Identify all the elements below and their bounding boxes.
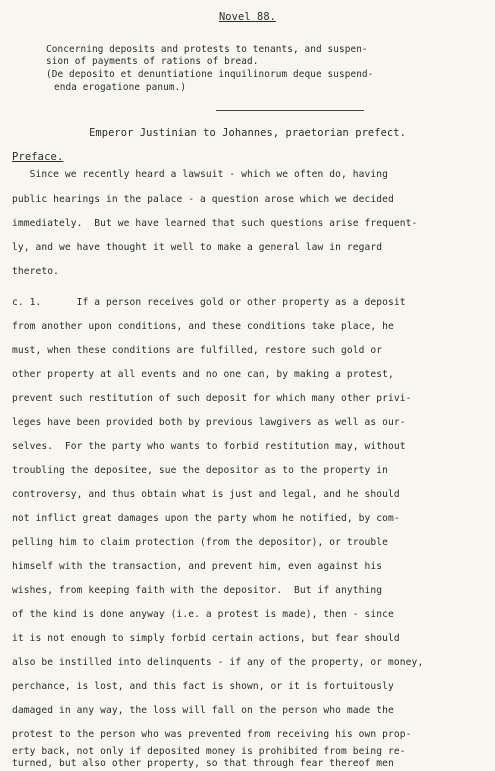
text-line: troubling the depositee, sue the depositor as to the property in <box>12 465 389 476</box>
novel-title: Novel 88. <box>218 11 277 23</box>
text-line: protest to the person who was prevented from receiving his own prop- <box>12 729 412 740</box>
text-line: it is not enough to simply forbid certain actions, but fear should <box>12 633 400 644</box>
text-line: thereto. <box>12 266 60 277</box>
text-line: damaged in any way, the loss will fall on the person who made the <box>12 705 394 716</box>
address-heading: Emperor Justinian to Johannes, praetorian prefect. <box>89 127 406 139</box>
text-line: pelling him to claim protection (from the depositor), or trouble <box>12 537 389 548</box>
text-line: controversy, and thus obtain what is just and legal, and he should <box>12 489 400 500</box>
text-line: wishes, from keeping faith with the depositor. But if anything <box>12 585 383 596</box>
text-line: ly, and we have thought it well to make a general law in regard <box>12 242 383 253</box>
subtitle-line: Concerning deposits and protests to tenants, and suspen- <box>46 44 368 55</box>
text-line: leges have been provided both by previous lawgivers as well as our- <box>12 417 406 428</box>
text-line: not inflict great damages upon the party whom he notified, by com- <box>12 513 400 524</box>
text-line: prevent such restitution of such deposit for which many other privi- <box>12 393 412 404</box>
text-line: from another upon conditions, and these conditions take place, he <box>12 321 394 332</box>
subtitle-line: enda erogatione panum.) <box>54 82 187 93</box>
text-line: selves. For the party who wants to forbid restitution may, without <box>12 441 406 452</box>
text-line: erty back, not only if deposited money is prohibited from being re- <box>12 746 406 757</box>
text-line: public hearings in the palace - a question arose which we decided <box>12 194 394 205</box>
text-line: himself with the transaction, and prevent him, even against his <box>12 561 383 572</box>
text-line: c. 1. If a person receives gold or other property as a deposit <box>12 297 406 308</box>
subtitle-line: (De deposito et denuntiatione inquilinorum deque suspend- <box>46 69 374 80</box>
text-line: also be instilled into delinquents - if any of the property, or money, <box>12 657 424 668</box>
text-line: other property at all events and no one can, by making a protest, <box>12 369 394 380</box>
text-line: must, when these conditions are fulfilled, restore such gold or <box>12 345 383 356</box>
text-line: Since we recently heard a lawsuit - which we often do, having <box>12 169 389 180</box>
text-line: of the kind is done anyway (i.e. a protest is made), then - since <box>12 609 394 620</box>
text-line: turned, but also other property, so that through fear thereof men <box>12 758 394 769</box>
preface-label: Preface. <box>12 151 64 163</box>
text-line: immediately. But we have learned that such questions arise frequent- <box>12 218 418 229</box>
divider-rule <box>216 110 364 111</box>
subtitle-line: sion of payments of rations of bread. <box>46 56 259 67</box>
text-line: perchance, is lost, and this fact is shown, or it is fortuitously <box>12 681 394 692</box>
